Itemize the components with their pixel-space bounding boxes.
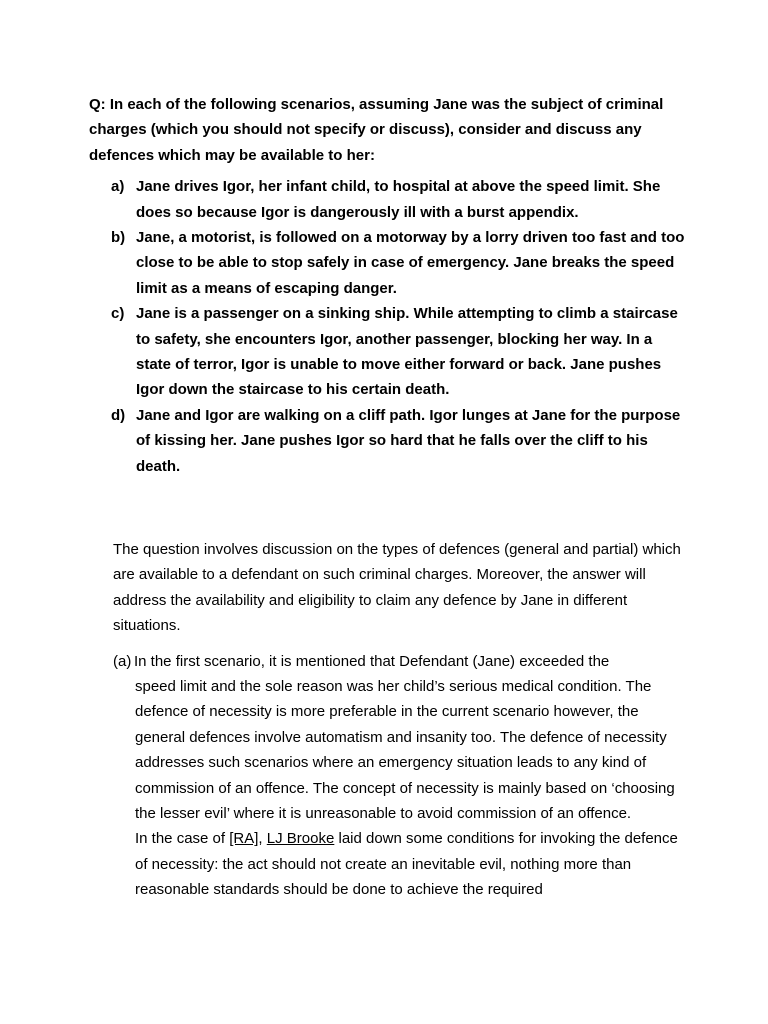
case-prefix: In the case of — [135, 830, 230, 848]
case-rest: laid down some conditions for invoking the defence of necessity: the act should not create an inevitable evil, nothing more than reasonable standards should be done to achieve the required — [135, 830, 678, 899]
case-reference-link[interactable]: [RA] — [229, 830, 259, 848]
scenario-item-c — [89, 301, 689, 403]
scenario-marker: a) — [111, 178, 125, 196]
scenario-marker: d) — [111, 406, 126, 424]
scenario-text: Jane and Igor are walking on a cliff path. Igor lunges at Jane for the purpose of kissing her. Jane pushes Igor so hard that he falls over the cliff to his death. — [136, 406, 681, 475]
scenario-text: Jane, a motorist, is followed on a motorway by a lorry driven too fast and too close to be able to stop safely in case of emergency. Jane breaks the speed limit as a means of escaping danger. — [136, 229, 685, 297]
answer-part-a — [113, 649, 683, 903]
part-a-body — [113, 674, 683, 903]
scenario-marker: c) — [111, 305, 125, 323]
scenario-item-b — [89, 225, 689, 301]
scenario-text: Jane is a passenger on a sinking ship. While attempting to climb a staircase to safety, she encounters Igor, another passenger, blocking her way. In a state of terror, Igor is unable to move either forward or back. Jane pushes Igor down the staircase to his certain death. — [136, 305, 678, 399]
case-paragraph — [135, 826, 683, 902]
scenario-list — [89, 174, 689, 479]
scenario-item-a — [89, 174, 689, 225]
scenario-text: Jane drives Igor, her infant child, to hospital at above the speed limit. She does so because Igor is dangerously ill with a burst appendix. — [136, 178, 661, 221]
answer-block — [113, 537, 683, 903]
scenario-marker: b) — [111, 229, 126, 247]
question-block — [89, 92, 689, 479]
part-a-text: speed limit and the sole reason was her child’s serious medical condition. The defence of necessity is more preferable in the current scenario however, the general defences involve automatism and insanity too. The defence of necessity addresses such scenarios where an emergency situation leads to any kind of commission of an offence. The concept of necessity is mainly based on ‘choosing the lesser evil’ where it is unreasonable to avoid commission of an offence. — [135, 678, 675, 823]
part-marker: (a) — [113, 652, 132, 670]
question-intro: Q: In each of the following scenarios, assuming Jane was the subject of criminal charges (which you should not specify or discuss), consider and discuss any defences which may be available to her: — [89, 96, 664, 164]
case-separator: , — [258, 830, 267, 848]
answer-intro: The question involves discussion on the types of defences (general and partial) which are available to a defendant on such criminal charges. Moreover, the answer will address the availability and eligibility to claim any defence by Jane in different situations. — [113, 541, 681, 635]
part-a-first-line: In the first scenario, it is mentioned that Defendant (Jane) exceeded the — [134, 652, 610, 670]
judge-reference-link[interactable]: LJ Brooke — [266, 830, 335, 848]
scenario-item-d — [89, 403, 689, 479]
